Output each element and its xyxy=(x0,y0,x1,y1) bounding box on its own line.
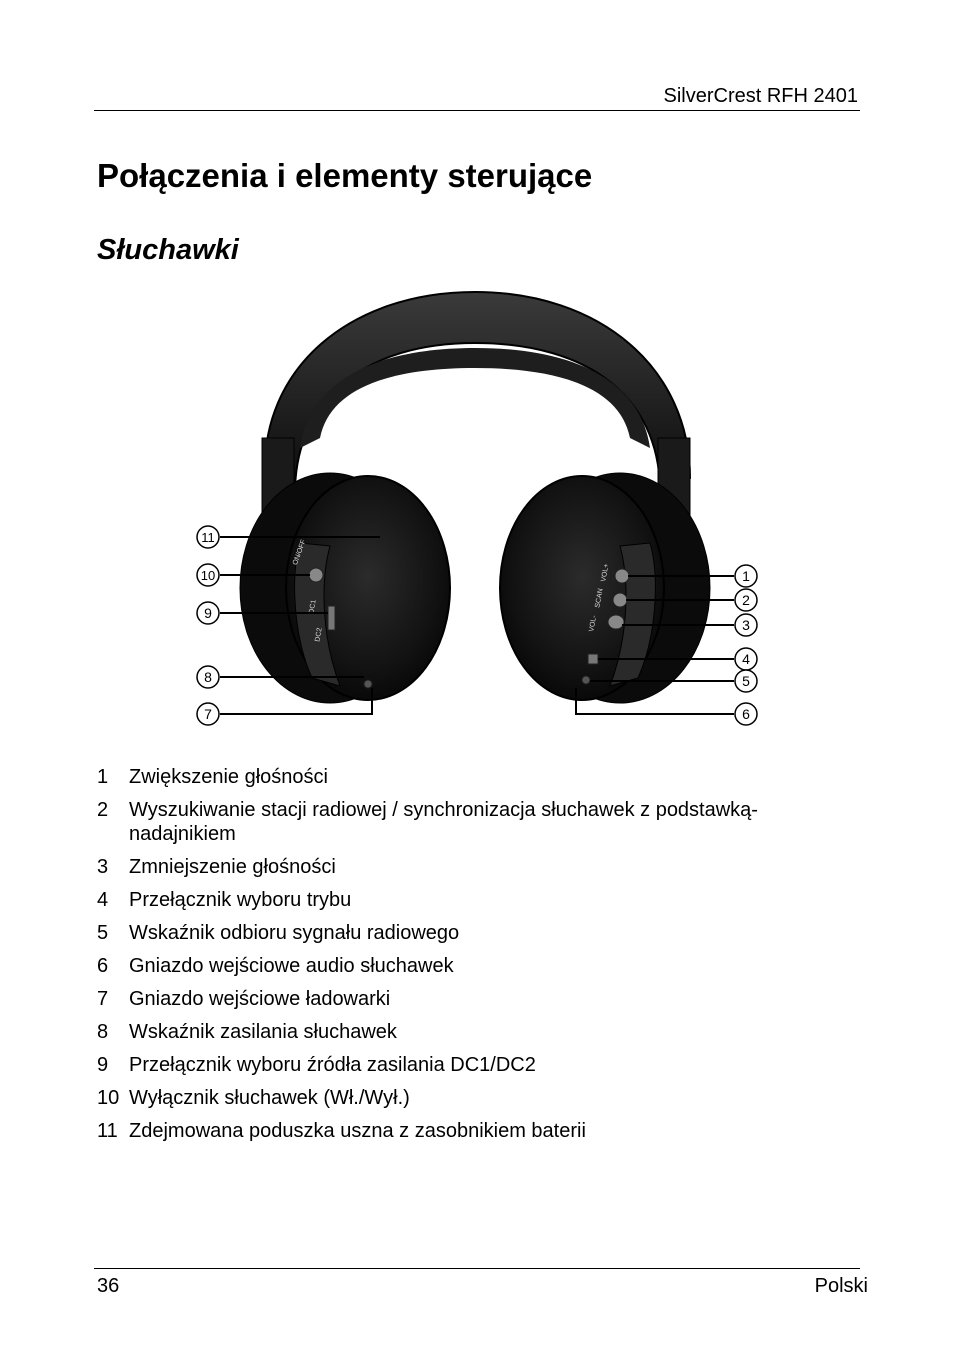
legend-item xyxy=(97,1119,857,1143)
callout-9 xyxy=(197,602,219,624)
legend-number: 5 xyxy=(97,922,109,944)
vol-minus-button xyxy=(608,615,624,629)
legend-text: Przełącznik wyboru źródła zasilania DC1/DC2 xyxy=(129,1054,536,1076)
legend-item xyxy=(97,1086,857,1110)
vol-plus-label: VOL+ xyxy=(600,563,611,583)
callout-2 xyxy=(735,589,757,611)
legend-item xyxy=(97,765,857,789)
scan-button xyxy=(613,593,627,607)
legend-text: Przełącznik wyboru trybu xyxy=(129,889,352,911)
svg-text:2: 2 xyxy=(742,592,750,608)
legend-item xyxy=(97,888,857,912)
section-subtitle: Słuchawki xyxy=(97,234,239,266)
scan-label: SCAN xyxy=(594,587,605,609)
legend-item xyxy=(97,798,857,846)
legend-text: Zdejmowana poduszka uszna z zasobnikiem baterii xyxy=(129,1120,586,1142)
radio-led xyxy=(582,676,590,684)
callout-4 xyxy=(735,648,757,670)
svg-text:5: 5 xyxy=(742,673,750,689)
dc2-label: DC2 xyxy=(314,627,324,643)
callout-5 xyxy=(735,670,757,692)
legend-list xyxy=(97,765,857,1152)
legend-number: 8 xyxy=(97,1021,109,1043)
header-rule xyxy=(94,110,860,111)
svg-text:4: 4 xyxy=(742,651,750,667)
vol-plus-button xyxy=(615,569,629,583)
headphones-figure xyxy=(190,288,760,734)
svg-text:10: 10 xyxy=(200,568,216,583)
legend-text: Zwiększenie głośności xyxy=(129,766,328,788)
legend-item xyxy=(97,921,857,945)
legend-text: Wyszukiwanie stacji radiowej / synchronizacja słuchawek z podstawką-nadajnikiem xyxy=(129,799,758,845)
callout-3 xyxy=(735,614,757,636)
headband xyxy=(265,292,690,488)
svg-text:11: 11 xyxy=(201,530,215,545)
legend-text: Wskaźnik zasilania słuchawek xyxy=(129,1021,397,1043)
legend-item xyxy=(97,1053,857,1077)
svg-text:8: 8 xyxy=(204,669,212,685)
svg-text:1: 1 xyxy=(742,568,750,584)
legend-item xyxy=(97,954,857,978)
legend-item xyxy=(97,1020,857,1044)
on-off-button xyxy=(309,568,323,582)
dc-switch xyxy=(328,606,335,630)
mode-switch xyxy=(588,654,598,664)
legend-number: 1 xyxy=(97,766,109,788)
legend-number: 6 xyxy=(97,955,109,977)
callout-1 xyxy=(735,565,757,587)
svg-text:3: 3 xyxy=(742,617,750,633)
legend-text: Zmniejszenie głośności xyxy=(129,856,336,878)
legend-text: Wyłącznik słuchawek (Wł./Wył.) xyxy=(129,1087,410,1109)
footer-language: Polski xyxy=(814,1275,868,1297)
headphones-illustration xyxy=(190,288,760,734)
page-number: 36 xyxy=(97,1275,120,1297)
legend-item xyxy=(97,987,857,1011)
header-product-name: SilverCrest RFH 2401 xyxy=(663,85,858,107)
svg-text:9: 9 xyxy=(204,605,212,621)
legend-text: Gniazdo wejściowe ładowarki xyxy=(129,988,391,1010)
power-led xyxy=(364,680,372,688)
legend-number: 10 xyxy=(97,1087,120,1109)
callout-7 xyxy=(197,703,219,725)
on-off-label: ON/OFF xyxy=(291,538,308,567)
callout-10 xyxy=(197,564,219,586)
svg-text:7: 7 xyxy=(204,706,212,722)
legend-item xyxy=(97,855,857,879)
legend-number: 2 xyxy=(97,799,109,821)
svg-text:6: 6 xyxy=(742,706,750,722)
callout-6 xyxy=(735,703,757,725)
legend-number: 4 xyxy=(97,889,109,911)
legend-number: 11 xyxy=(97,1120,118,1142)
legend-number: 9 xyxy=(97,1054,109,1076)
callout-11 xyxy=(197,526,219,548)
footer-rule xyxy=(94,1268,860,1269)
legend-text: Gniazdo wejściowe audio słuchawek xyxy=(129,955,454,977)
legend-number: 3 xyxy=(97,856,109,878)
legend-text: Wskaźnik odbioru sygnału radiowego xyxy=(129,922,460,944)
page-title: Połączenia i elementy sterujące xyxy=(97,157,593,194)
legend-number: 7 xyxy=(97,988,109,1010)
callout-8 xyxy=(197,666,219,688)
vol-minus-label: VOL- xyxy=(588,614,599,633)
dc1-label: DC1 xyxy=(308,599,318,615)
